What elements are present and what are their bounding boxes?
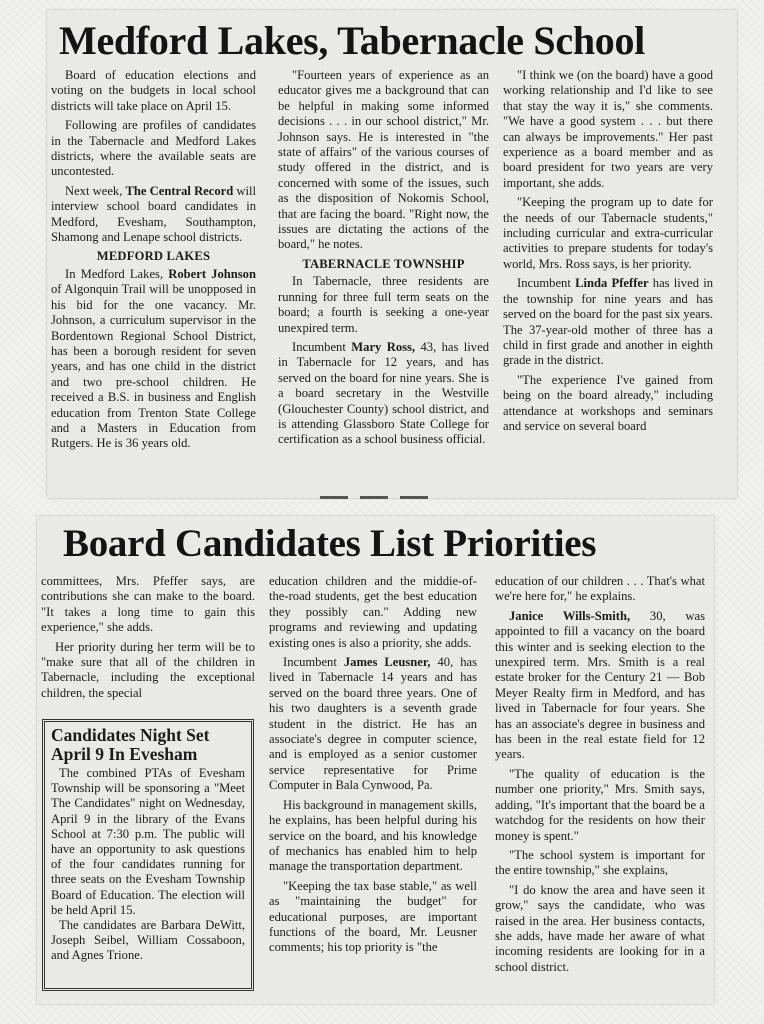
- paragraph: Her priority during her term will be to "make sure that all of the children in Tabernacle, including the exceptional children, the special: [41, 639, 255, 700]
- paragraph: Following are profiles of candidates in the Tabernacle and Medford Lakes districts, where the available seats are uncontested.: [51, 118, 256, 179]
- candidate-name: James Leusner,: [343, 655, 431, 670]
- paragraph: Incumbent James Leusner, 40, has lived in Tabernacle 14 years and has served on the board three years. One of his two daughters is a seventh grade student in the district. He has an associate's degree in computer science, and is employed as a senior customer service representative for Prime Computer in Bala Cynwood, Pa.: [269, 655, 477, 793]
- candidate-name: Linda Pfeffer: [575, 276, 649, 291]
- newspaper-name: The Central Record: [125, 183, 234, 198]
- paragraph: His background in management skills, he explains, has been helpful during his service on the board, and his knowledge of mechanics has enabled him to help manage the transportation department.: [269, 797, 477, 874]
- paragraph: committees, Mrs. Pfeffer says, are contributions she can make to the board. "It takes a long time to gain this experience," she adds.: [41, 574, 255, 635]
- clipping-top: [47, 10, 737, 498]
- subhead-tabernacle-township: TABERNACLE TOWNSHIP: [302, 256, 465, 271]
- paragraph: In Medford Lakes, Robert Johnson of Algonquin Trail will be unopposed in his bid for the one vacancy. Mr. Johnson, a curriculum supervisor in the Bordentown Regional School District, has been a borough resident for seven years, and has one child in the district and two pre-school children. He received a B.S. in business and English education from Trenton State College and a Masters in Education from Rutgers. He is 36 years old.: [51, 266, 256, 451]
- paragraph: "Keeping the program up to date for the needs of our Tabernacle students," including curricular and extra-curricular activities to prepare students for today's world, Mrs. Ross says, is her priority.: [503, 195, 713, 271]
- paragraph: Janice Wills-Smith, 30, was appointed to fill a vacancy on the board this winter and is seeking election to the unexpired term. Mrs. Smith is a real estate broker for the Century 21 — Bob Meyer Realty firm in Medford, and has lived in Tabernacle for four years. She has an associate's degree in business and has been in the real estate field for 12 years.: [495, 608, 705, 762]
- headline-bottom: Board Candidates List Priorities: [63, 522, 597, 565]
- bottom-column-3: [495, 574, 705, 999]
- bottom-column-1: [41, 574, 255, 706]
- box-title: Candidates Night Set April 9 In Evesham: [51, 725, 210, 764]
- paragraph: "The experience I've gained from being on the board already," including attendance at workshops and seminars and service on several board: [503, 372, 713, 433]
- headline-top: Medford Lakes, Tabernacle School: [59, 18, 645, 63]
- sidebar-box-candidates-night: [42, 719, 254, 991]
- paragraph: "The quality of education is the number one priority," Mrs. Smith says, adding, "It's important that the board be a watchdog for the residents on how their money is spent.": [495, 766, 705, 843]
- top-column-1: [51, 68, 256, 493]
- paragraph: "I do know the area and have seen it grow," says the candidate, who was raised in the area. Her business contacts, she adds, have made her aware of what incoming residents are looking for in a school district.: [495, 882, 705, 974]
- clipping-bottom: [37, 516, 714, 1004]
- paragraph: education of our children . . . That's what we're here for," he explains.: [495, 574, 705, 604]
- paragraph: Incumbent Mary Ross, 43, has lived in Tabernacle for 12 years, and has served on the board for nine years. She is a board secretary in the Westville (Glouchester County) school district, and is attending Glassboro State College for certification as a school business official.: [278, 339, 489, 447]
- subhead-medford-lakes: MEDFORD LAKES: [96, 249, 211, 264]
- paragraph: Board of education elections and voting on the budgets in local school districts will take place on April 15.: [51, 68, 256, 113]
- paragraph: Incumbent Linda Pfeffer has lived in the township for nine years and has served on the board for the past six years. The 37-year-old mother of three has a child in first grade and another in eighth grade in the district.: [503, 276, 713, 368]
- top-column-3: [503, 68, 713, 493]
- paragraph: In Tabernacle, three residents are running for three full term seats on the board; a fourth is seeking a one-year unexpired term.: [278, 274, 489, 335]
- paragraph: The combined PTAs of Evesham Township will be sponsoring a "Meet The Candidates" night on Wednesday, April 9 in the library of the Evans School at 7:30 p.m. The public will have an opportunity to ask questions of the four candidates running for three seats on the Evesham Township Board of Education. The election will be held April 15.: [51, 766, 245, 917]
- candidate-name: Janice Wills-Smith,: [509, 608, 631, 623]
- paragraph: The candidates are Barbara DeWitt, Joseph Seibel, William Cossaboon, and Agnes Trione.: [51, 918, 245, 963]
- paragraph: "I think we (on the board) have a good working relationship and I'd like to see that stay the way it is," she comments. "We have a good system . . . but there can always be improvements." Her past experience as a board member and as board president for two years are very important, she adds.: [503, 68, 713, 190]
- top-column-2: [278, 68, 489, 493]
- bottom-column-2: [269, 574, 477, 999]
- paragraph: "The school system is important for the entire township," she explains,: [495, 847, 705, 878]
- paragraph: "Fourteen years of experience as an educator gives me a background that can be helpful in making some informed decisions . . . in our school district," Mr. Johnson says. He is interested in "the state of affairs" of the various courses of study offered in the district, and is concerned with some of the issues, such as the disposition of Nokomis School, that are facing the board. "Right now, the issues are dictating the actions of the board," he notes.: [278, 68, 489, 252]
- paragraph: Next week, The Central Record will interview school board candidates in Medford, Evesham, Southampton, Shamong and Lenape school districts.: [51, 183, 256, 245]
- candidate-name: Mary Ross,: [351, 339, 416, 354]
- paragraph: education children and the middie-of-the-road students, get the best education they possibly can." Adding new programs and reviewing and updating existing ones is also a priority, she adds.: [269, 574, 477, 650]
- candidate-name: Robert Johnson: [168, 266, 256, 281]
- divider-rule: [320, 496, 430, 499]
- paragraph: "Keeping the tax base stable," as well as "maintaining the budget" for educational purposes, are important functions of the board, Mr. Leusner comments; his top priority is "the: [269, 878, 477, 955]
